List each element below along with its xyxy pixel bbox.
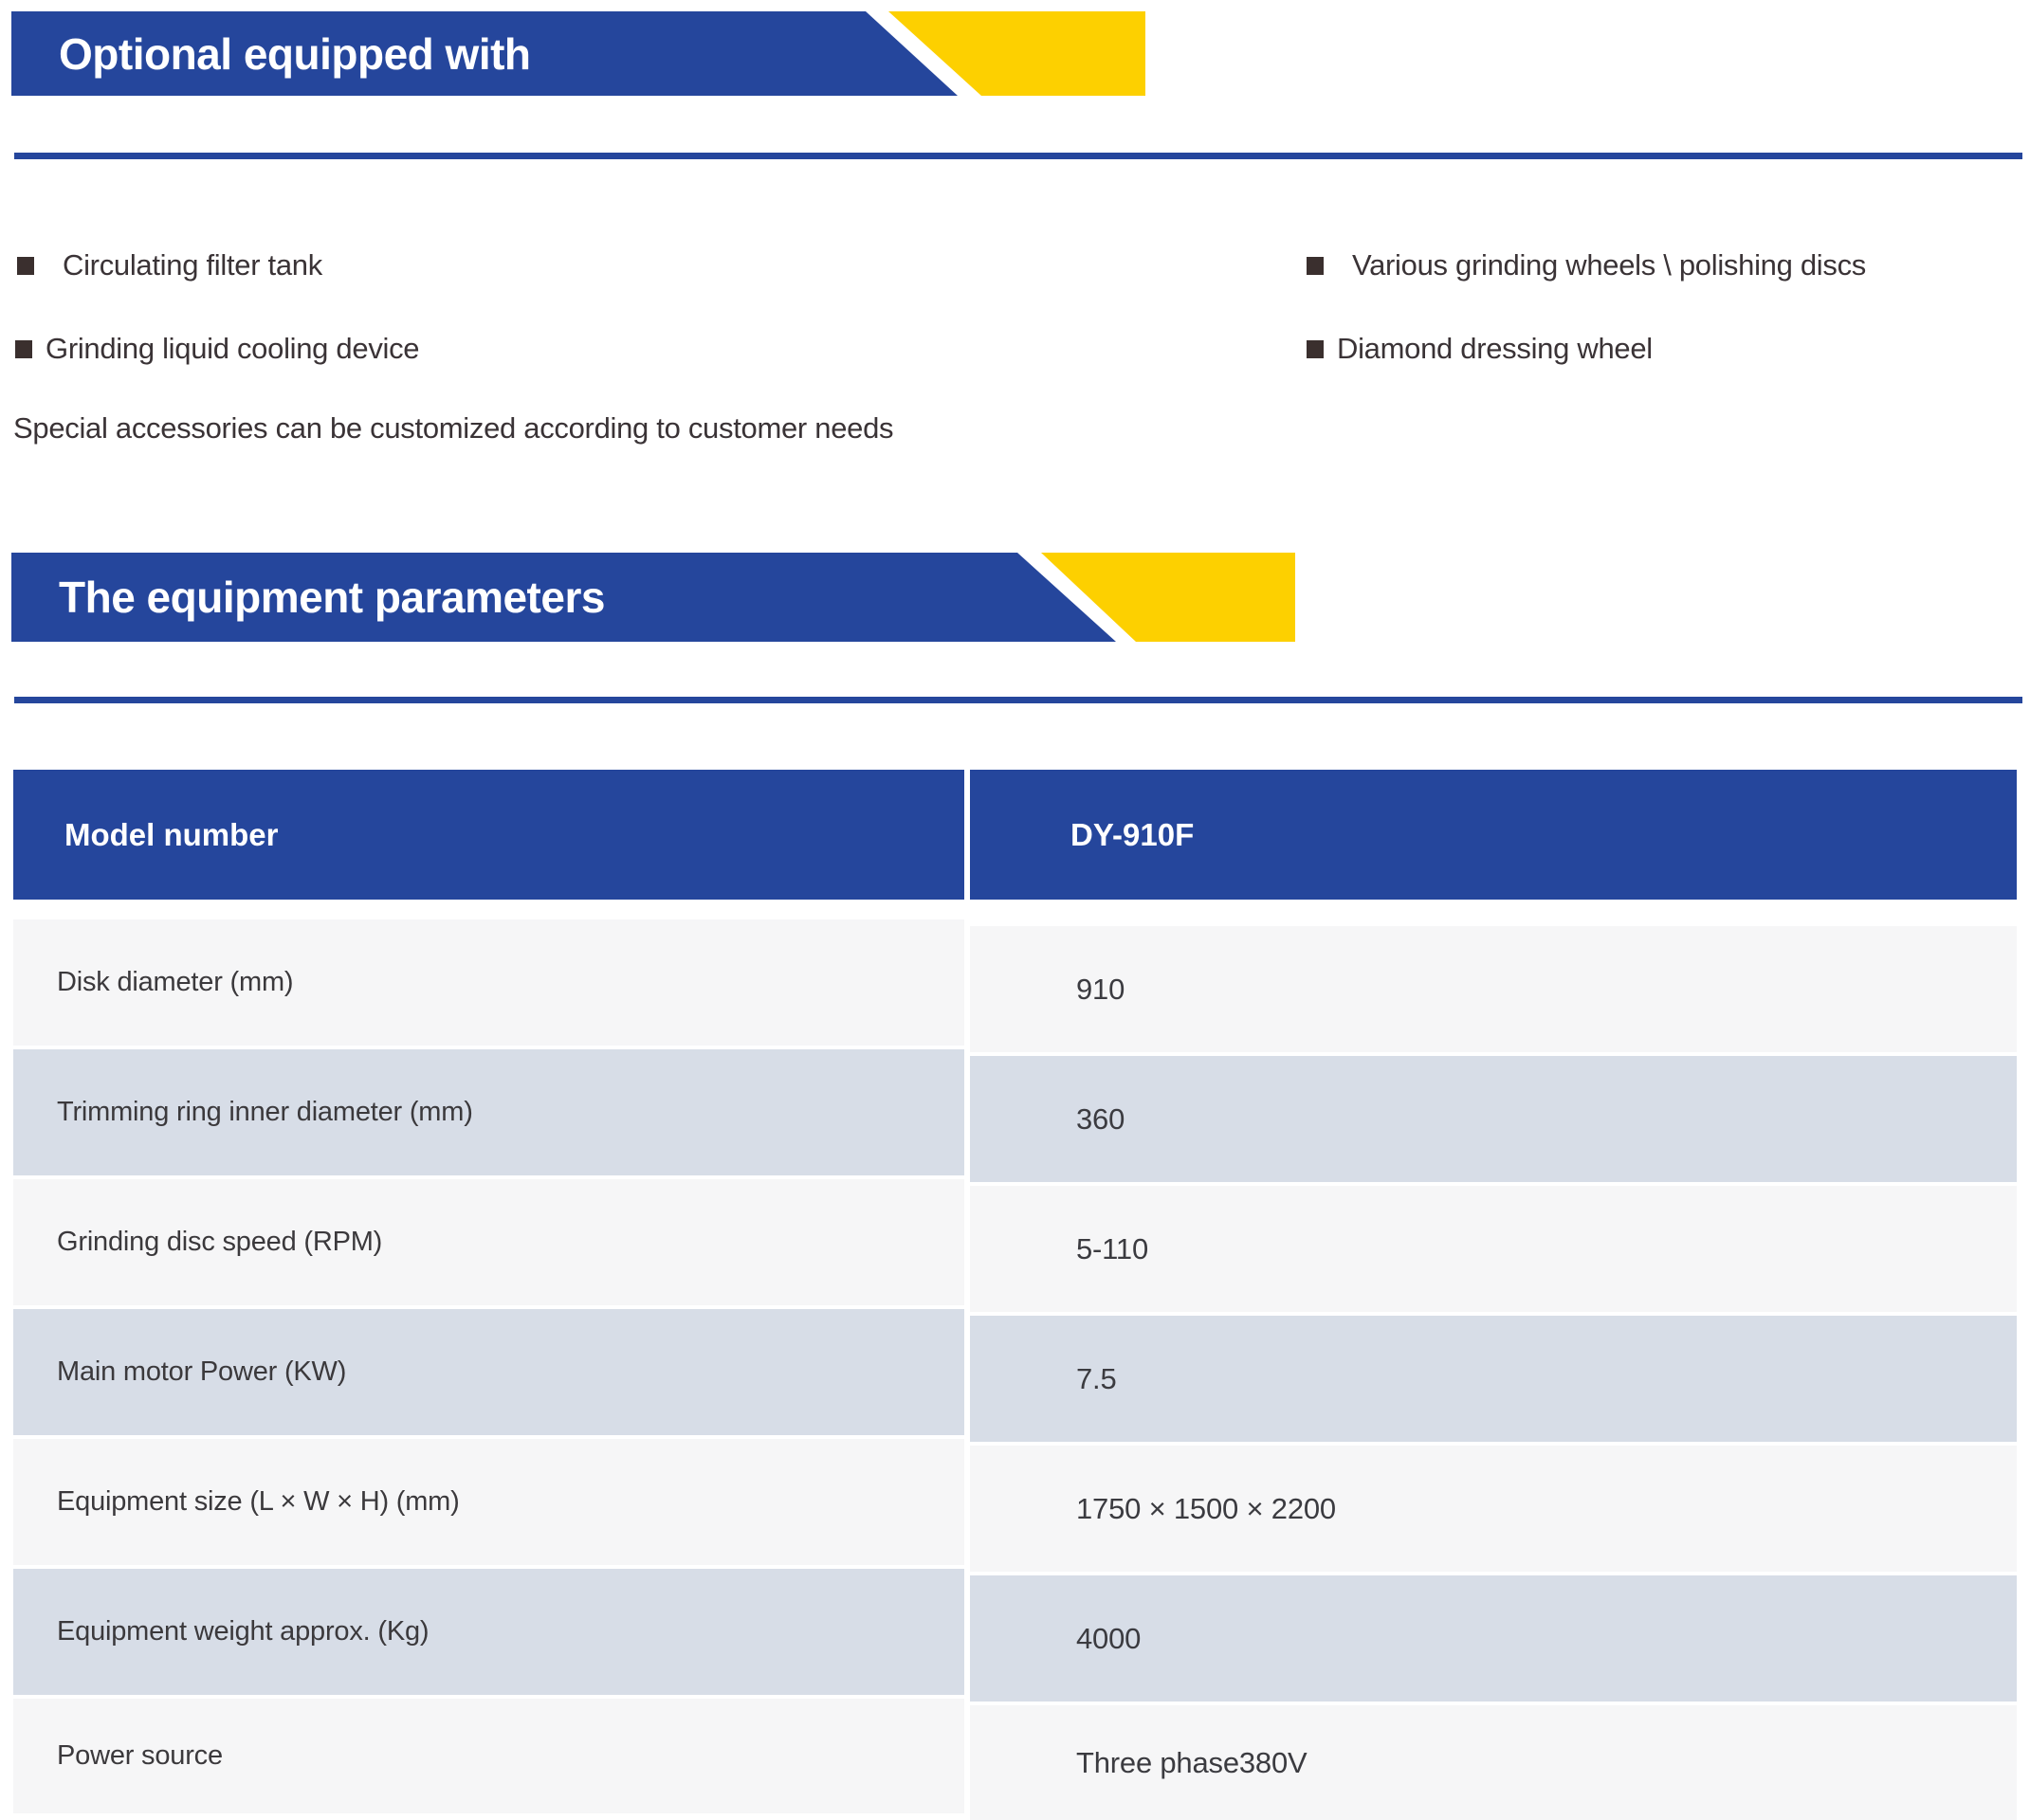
- parameters-table: [13, 770, 2017, 1813]
- row-value: 5-110: [970, 1186, 2017, 1312]
- table-header-model-value: DY-910F: [970, 770, 2017, 900]
- table-row-power-source: [13, 1699, 2017, 1813]
- table-row-disc-speed: [13, 1179, 2017, 1305]
- row-label: Main motor Power (KW): [13, 1309, 964, 1435]
- row-value: 4000: [970, 1575, 2017, 1702]
- option-item-label: Diamond dressing wheel: [1337, 332, 1653, 365]
- table-row-trimming-ring: [13, 1049, 2017, 1175]
- bullet-square-icon: [1307, 257, 1324, 275]
- row-label: Equipment weight approx. (Kg): [13, 1569, 964, 1695]
- row-value: 360: [970, 1056, 2017, 1182]
- table-row-motor-power: [13, 1309, 2017, 1435]
- row-label: Power source: [13, 1699, 964, 1813]
- row-label: Grinding disc speed (RPM): [13, 1179, 964, 1305]
- table-header-row: [13, 770, 2017, 900]
- row-label: Equipment size (L × W × H) (mm): [13, 1439, 964, 1565]
- bullet-square-icon: [1307, 340, 1324, 358]
- row-label: Trimming ring inner diameter (mm): [13, 1049, 964, 1175]
- table-row-disk-diameter: [13, 919, 2017, 1046]
- option-item-diamond-dressing-wheel: [1307, 328, 1653, 370]
- row-label: Disk diameter (mm): [13, 919, 964, 1046]
- option-item-label: Various grinding wheels \ polishing discs: [1352, 248, 1866, 282]
- option-item-label: Grinding liquid cooling device: [46, 332, 420, 365]
- optional-section-title: Optional equipped with: [59, 28, 531, 79]
- option-item-label: Circulating filter tank: [63, 248, 322, 282]
- row-value: Three phase380V: [970, 1705, 2017, 1820]
- option-item-grinding-wheels: [1307, 245, 1866, 286]
- divider-line-parameters: [14, 697, 2022, 703]
- table-header-model-number: Model number: [13, 770, 964, 900]
- table-row-equipment-size: [13, 1439, 2017, 1565]
- row-value: 1750 × 1500 × 2200: [970, 1446, 2017, 1572]
- row-value: 910: [970, 926, 2017, 1052]
- bullet-square-icon: [17, 257, 34, 275]
- parameters-section-title: The equipment parameters: [59, 573, 605, 622]
- divider-line-optional: [14, 153, 2022, 159]
- table-row-equipment-weight: [13, 1569, 2017, 1695]
- bullet-square-icon: [15, 340, 32, 358]
- row-value: 7.5: [970, 1316, 2017, 1442]
- customization-note: Special accessories can be customized according to customer needs: [13, 411, 894, 445]
- option-item-grinding-liquid-cooling: [15, 328, 419, 370]
- option-item-circulating-filter-tank: [17, 245, 322, 286]
